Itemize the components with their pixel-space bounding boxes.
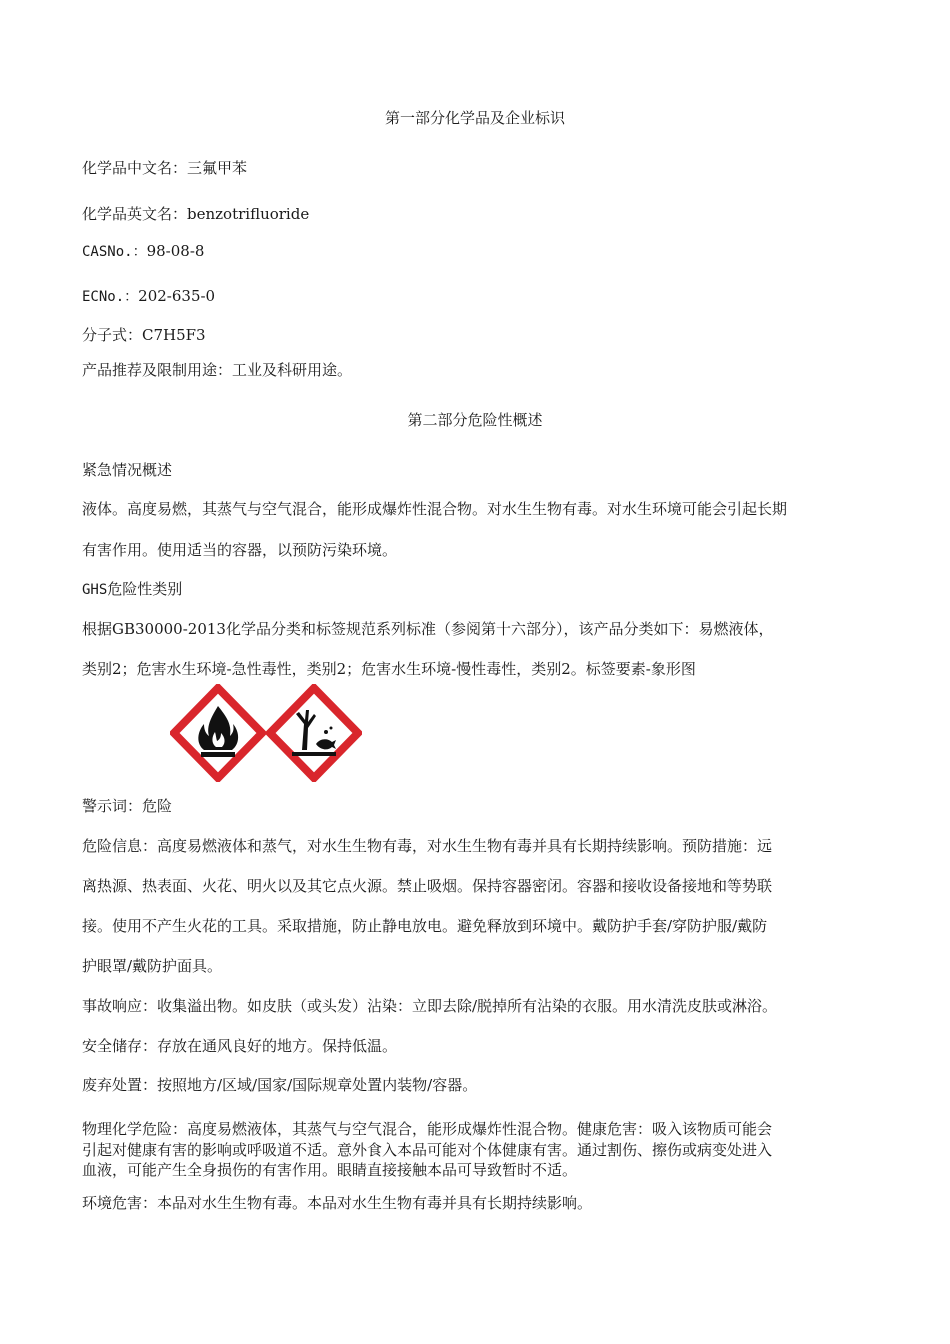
physchem-line-2: 引起对健康有害的影响或呼吸道不适。意外食入本品可能对个体健康有害。通过割伤、擦伤或病变处进入 <box>82 1141 773 1159</box>
emergency-heading: 紧急情况概述 <box>82 461 173 479</box>
safe-storage: 安全储存：存放在通风良好的地方。保持低温。 <box>82 1037 398 1055</box>
emergency-line-2: 有害作用。使用适当的容器，以预防污染环境。 <box>82 541 398 559</box>
accident-response: 事故响应：收集溢出物。如皮肤（或头发）沾染：立即去除/脱掉所有沾染的衣服。用水清洗皮肤或淋浴。 <box>82 997 778 1015</box>
cas-number <box>82 241 204 262</box>
hazard-info-line-1: 危险信息：高度易燃液体和蒸气，对水生生物有毒，对水生生物有毒并具有长期持续影响。预防措施：远 <box>82 837 773 855</box>
physchem-line-1: 物理化学危险：高度易燃液体，其蒸气与空气混合，能形成爆炸性混合物。健康危害：吸入该物质可能会 <box>82 1120 773 1138</box>
recommended-usage: 产品推荐及限制用途：工业及科研用途。 <box>82 361 353 379</box>
hazard-info-line-2: 离热源、热表面、火花、明火以及其它点火源。禁止吸烟。保持容器密闭。容器和接收设备接地和等势联 <box>82 877 773 895</box>
molecular-formula: 分子式：C7H5F3 <box>82 326 206 344</box>
environment-icon <box>266 684 362 782</box>
hazard-info-line-3: 接。使用不产生火花的工具。采取措施，防止静电放电。避免释放到环境中。戴防护手套/穿防护服/戴防 <box>82 917 768 935</box>
ghs-pictograms <box>170 684 362 782</box>
environmental-hazard: 环境危害：本品对水生生物有毒。本品对水生生物有毒并具有长期持续影响。 <box>82 1194 593 1212</box>
section-1-title: 第一部分化学品及企业标识 <box>384 109 565 127</box>
chinese-name: 化学品中文名：三氟甲苯 <box>82 159 248 177</box>
section-2-title: 第二部分危险性概述 <box>407 411 543 429</box>
cas-label: CASNo.： <box>82 244 147 260</box>
ec-number <box>82 286 215 307</box>
classification-line-1: 根据GB30000-2013化学品分类和标签规范系列标准（参阅第十六部分），该产品分类如下：易燃液体， <box>82 620 774 638</box>
ghs-heading <box>82 579 182 600</box>
ec-value: 202-635-0 <box>138 287 216 305</box>
cas-value: 98-08-8 <box>146 242 205 260</box>
classification-line-2: 类别2；危害水生环境-急性毒性，类别2；危害水生环境-慢性毒性，类别2。标签要素-象形图 <box>82 660 696 678</box>
flame-icon <box>170 684 266 782</box>
disposal: 废弃处置：按照地方/区域/国家/国际规章处置内装物/容器。 <box>82 1076 478 1094</box>
physchem-line-3: 血液，可能产生全身损伤的有害作用。眼睛直接接触本品可导致暂时不适。 <box>82 1161 578 1179</box>
hazard-info-line-4: 护眼罩/戴防护面具。 <box>82 957 223 975</box>
english-name: 化学品英文名：benzotrifluoride <box>82 205 310 223</box>
ghs-heading-text: 危险性类别 <box>107 580 183 598</box>
ec-label: ECNo.： <box>82 289 139 305</box>
ghs-label: GHS <box>82 582 108 598</box>
signal-word: 警示词：危险 <box>82 797 173 815</box>
emergency-line-1: 液体。高度易燃，其蒸气与空气混合，能形成爆炸性混合物。对水生生物有毒。对水生环境可能会引起长期 <box>82 500 788 518</box>
